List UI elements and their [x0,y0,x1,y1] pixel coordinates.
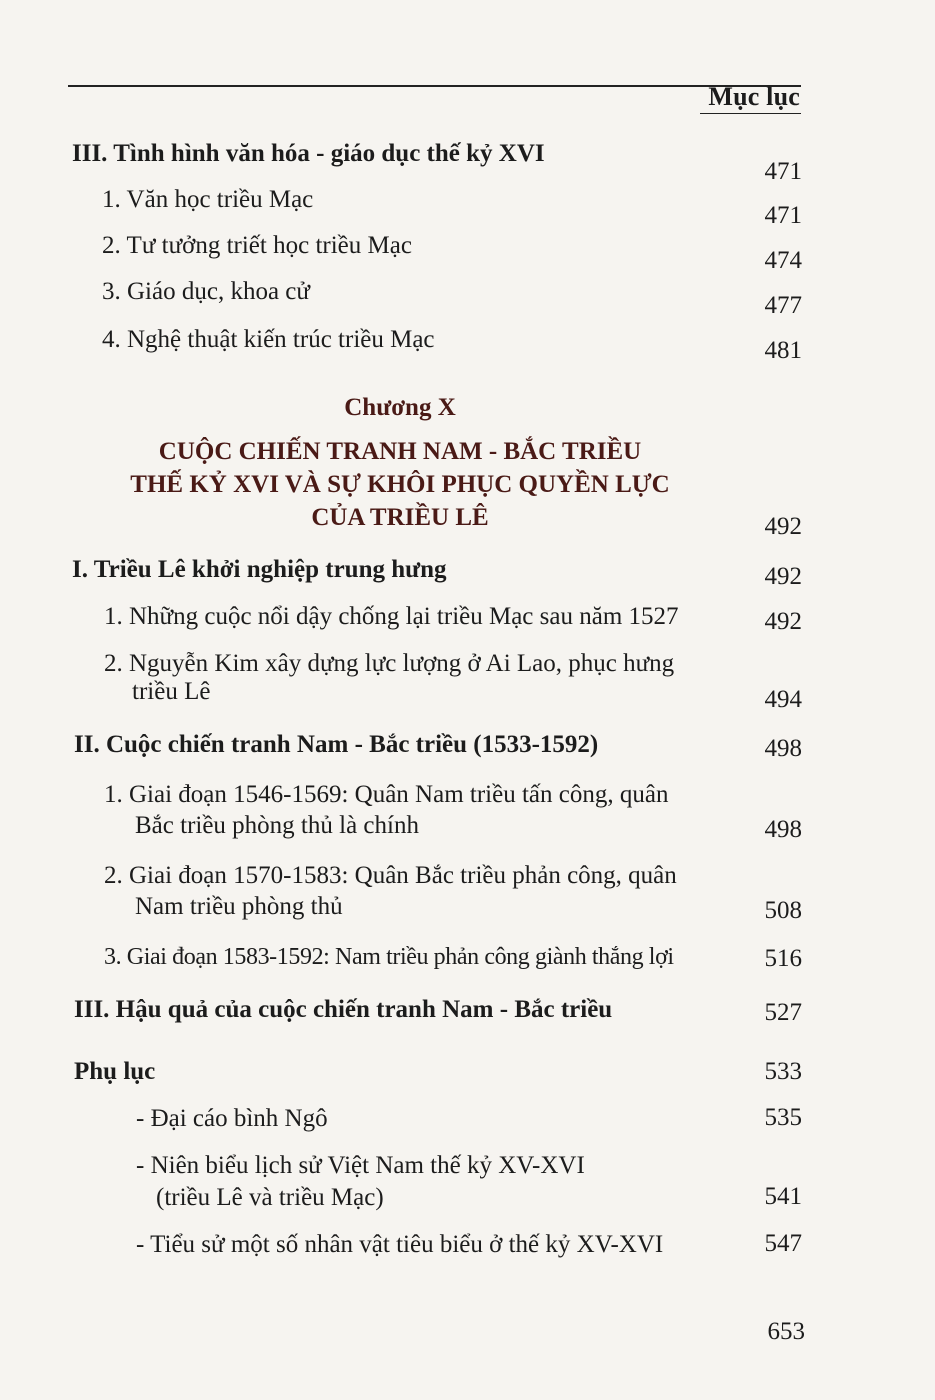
toc-page-number: 481 [764,337,802,364]
toc-item: 4. Nghệ thuật kiến trúc triều Mạc [102,326,435,353]
toc-page-number: 471 [764,202,802,229]
toc-page-number: 477 [764,292,802,319]
toc-page-number: 547 [764,1230,802,1257]
chapter-title-line: CỦA TRIỀU LÊ [311,504,489,531]
chapter-label: Chương X [344,394,456,421]
toc-page-number: 498 [764,735,802,762]
toc-page-number: 508 [764,897,802,924]
toc-part-title: I. Triều Lê khởi nghiệp trung hưng [72,556,447,583]
toc-page-number: 492 [764,608,802,635]
toc-item: - Niên biểu lịch sử Việt Nam thế kỷ XV-XVI [136,1152,585,1179]
toc-item-continuation: (triều Lê và triều Mạc) [156,1184,384,1211]
toc-page-number: 527 [764,999,802,1026]
toc-item: 1. Văn học triều Mạc [102,186,314,213]
toc-part-title: II. Cuộc chiến tranh Nam - Bắc triều (1533-1592) [74,731,599,758]
toc-item-continuation: triều Lê [132,678,211,705]
toc-part-title: III. Hậu quả của cuộc chiến tranh Nam - Bắc triều [74,996,613,1023]
toc-item-continuation: Nam triều phòng thủ [135,893,343,920]
toc-page-number: 492 [764,563,802,590]
toc-page-number: 541 [764,1183,802,1210]
toc-item: 3. Giáo dục, khoa cử [102,278,310,305]
chapter-title-line: CUỘC CHIẾN TRANH NAM - BẮC TRIỀU [158,438,642,465]
header-rule [68,85,801,87]
toc-item: 3. Giai đoạn 1583-1592: Nam triều phản công giành thắng lợi [104,944,674,970]
toc-page-number: 516 [764,945,802,972]
running-head: Mục lục [708,82,800,111]
toc-item: 1. Những cuộc nổi dậy chống lại triều Mạc sau năm 1527 [104,603,679,630]
toc-page-number: 533 [764,1058,802,1085]
header-underline [700,113,801,114]
toc-page-number: 492 [764,513,802,540]
toc-page-number: 498 [764,816,802,843]
toc-appendix-title: Phụ lục [74,1058,156,1085]
toc-page-number: 535 [764,1104,802,1131]
toc-item: - Tiểu sử một số nhân vật tiêu biểu ở thế kỷ XV-XVI [136,1231,664,1258]
folio-page-number: 653 [767,1318,805,1345]
toc-item: 2. Tư tưởng triết học triều Mạc [102,232,412,259]
toc-section-title: III. Tình hình văn hóa - giáo dục thế kỷ XVI [72,140,545,167]
toc-item-continuation: Bắc triều phòng thủ là chính [135,812,419,839]
toc-page-number: 471 [764,158,802,185]
toc-item: - Đại cáo bình Ngô [136,1105,328,1132]
toc-item: 2. Giai đoạn 1570-1583: Quân Bắc triều phản công, quân [104,862,677,889]
toc-page-number: 474 [764,247,802,274]
toc-page-number: 494 [764,686,802,713]
toc-item: 1. Giai đoạn 1546-1569: Quân Nam triều tấn công, quân [104,781,669,808]
chapter-title-line: THẾ KỶ XVI VÀ SỰ KHÔI PHỤC QUYỀN LỰC [130,471,670,498]
toc-item: 2. Nguyễn Kim xây dựng lực lượng ở Ai Lao, phục hưng [104,650,675,677]
